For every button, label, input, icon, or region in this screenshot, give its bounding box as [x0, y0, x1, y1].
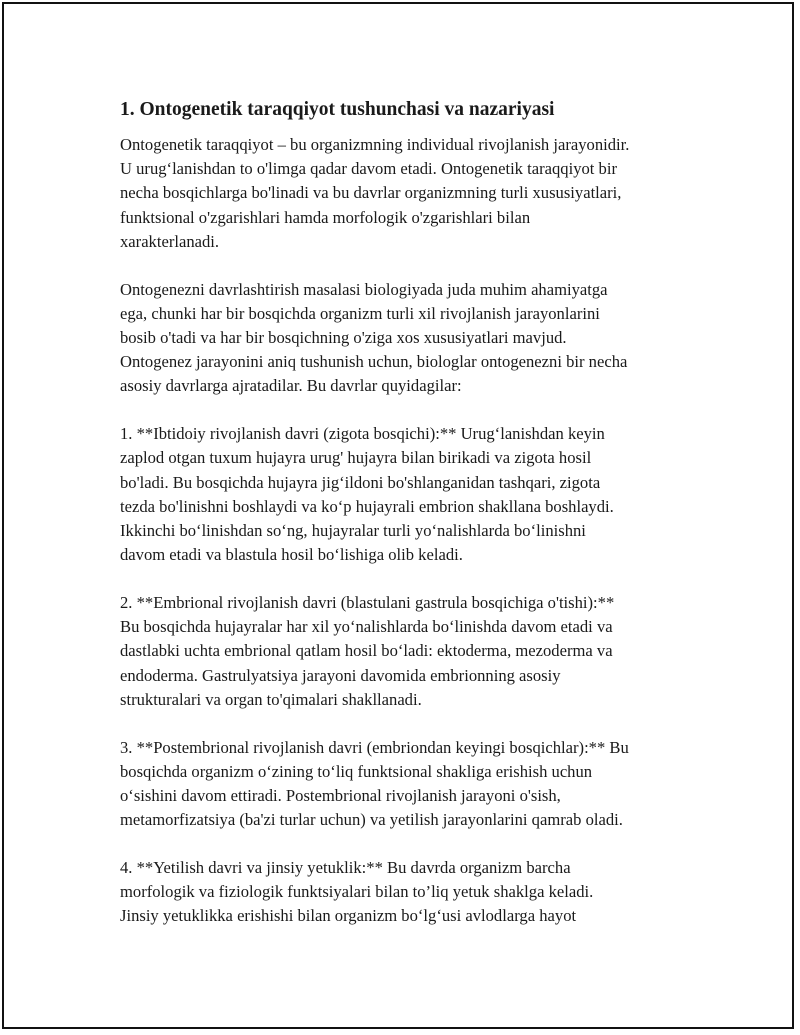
paragraph-stage-4 — [120, 856, 700, 929]
paragraph-stage-1 — [120, 422, 700, 567]
text-line: asosiy davrlarga ajratadilar. Bu davrlar quyidagilar: — [120, 376, 462, 396]
paragraph-stage-3 — [120, 736, 700, 833]
text-line: Ontogenez jarayonini aniq tushunish uchun, biologlar ontogenezni bir necha — [120, 352, 628, 372]
paragraph-periodization — [120, 278, 700, 399]
document-title: 1. Ontogenetik taraqqiyot tushunchasi va nazariyasi — [120, 99, 555, 120]
text-line: 3. **Postembrional rivojlanish davri (embriondan keyingi bosqichlar):** Bu — [120, 737, 629, 757]
text-line: bosqichda organizm o‘zining to‘liq funktsional shakliga erishish uchun — [120, 761, 593, 781]
paragraph-stage-2 — [120, 591, 700, 712]
text-line: metamorfizatsiya (ba'zi turlar uchun) va yetilish jarayonlarini qamrab oladi. — [120, 810, 623, 830]
text-line: 1. **Ibtidoiy rivojlanish davri (zigota bosqichi):** Urug‘lanishdan keyin — [120, 424, 605, 444]
paragraph-intro — [120, 133, 700, 254]
text-line: funktsional o'zgarishlari hamda morfologik o'zgarishlari bilan — [120, 207, 531, 227]
text-line: dastlabki uchta embrional qatlam hosil bo‘ladi: ektoderma, mezoderma va — [120, 641, 613, 661]
page-frame — [2, 2, 794, 1029]
text-line: bo'ladi. Bu bosqichda hujayra jig‘ildoni bo'shlanganidan tashqari, zigota — [120, 472, 601, 492]
text-line: endoderma. Gastrulyatsiya jarayoni davomida embrionning asosiy — [120, 665, 561, 685]
text-line: tezda bo'linishni boshlaydi va ko‘p hujayrali embrion shakllana boshlaydi. — [120, 496, 614, 516]
text-line: Jinsiy yetuklikka erishishi bilan organizm bo‘lg‘usi avlodlarga hayot — [120, 906, 577, 926]
text-line: o‘sishini davom ettiradi. Postembrional rivojlanish jarayoni o'sish, — [120, 786, 561, 806]
text-line: 2. **Embrional rivojlanish davri (blastulani gastrula bosqichiga o'tishi):** — [120, 593, 615, 613]
text-line: U urug‘lanishdan to o'limga qadar davom etadi. Ontogenetik taraqqiyot bir — [120, 159, 617, 179]
text-line: davom etadi va blastula hosil bo‘lishiga olib keladi. — [120, 545, 463, 565]
text-line: strukturalari va organ to'qimalari shakllanadi. — [120, 689, 422, 709]
text-line: Bu bosqichda hujayralar har xil yo‘nalishlarda bo‘linishda davom etadi va — [120, 617, 613, 637]
text-line: ega, chunki har bir bosqichda organizm turli xil rivojlanish jarayonlarini — [120, 303, 600, 323]
text-line: bosib o'tadi va har bir bosqichning o'ziga xos xususiyatlari mavjud. — [120, 328, 567, 348]
text-line: Ikkinchi bo‘linishdan so‘ng, hujayralar turli yo‘nalishlarda bo‘linishni — [120, 521, 586, 541]
text-line: Ontogenezni davrlashtirish masalasi biologiyada juda muhim ahamiyatga — [120, 279, 608, 299]
text-line: xarakterlanadi. — [120, 231, 220, 251]
text-line: necha bosqichlarga bo'linadi va bu davrlar organizmning turli xususiyatlari, — [120, 183, 622, 203]
document-body — [120, 96, 700, 952]
text-line: 4. **Yetilish davri va jinsiy yetuklik:** Bu davrda organizm barcha — [120, 858, 571, 878]
text-line: zaplod otgan tuxum hujayra urug' hujayra bilan birikadi va zigota hosil — [120, 448, 592, 468]
text-line: morfologik va fiziologik funktsiyalari bilan to’liq yetuk shaklga keladi. — [120, 882, 594, 902]
text-line: Ontogenetik taraqqiyot – bu organizmning individual rivojlanish jarayonidir. — [120, 135, 630, 154]
